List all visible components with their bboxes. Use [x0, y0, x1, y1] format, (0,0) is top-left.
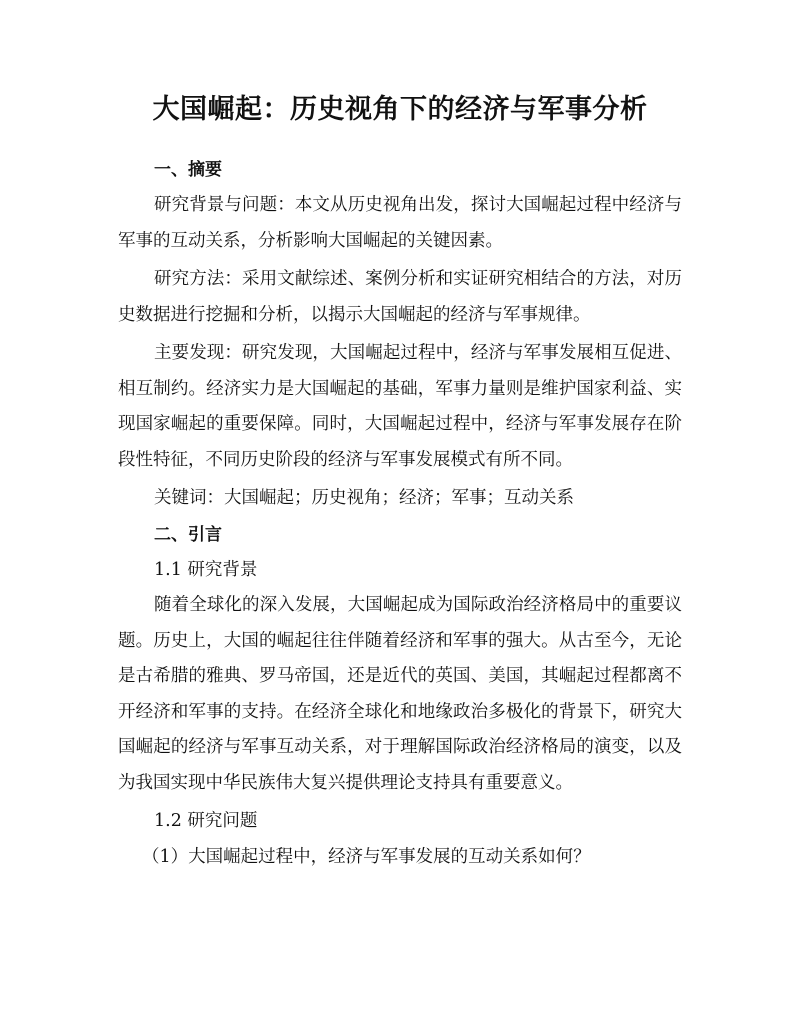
abstract-method-paragraph: 研究方法：采用文献综述、案例分析和实证研究相结合的方法，对历史数据进行挖掘和分析，以揭示大国崛起的经济与军事规律。 [118, 269, 682, 325]
section-1-1-heading: 1.1 研究背景 [154, 559, 258, 580]
abstract-heading: 一、摘要 [154, 160, 222, 180]
abstract-findings-paragraph: 主要发现：研究发现，大国崛起过程中，经济与军事发展相互促进、相互制约。经济实力是大国崛起的基础，军事力量则是维护国家利益、实现国家崛起的重要保障。同时，大国崛起过程中，经济与军事发展存在阶段性特征，不同历史阶段的经济与军事发展模式有所不同。 [118, 343, 682, 470]
research-question-1: （1）大国崛起过程中，经济与军事发展的互动关系如何？ [142, 846, 591, 867]
section-1-2-heading: 1.2 研究问题 [154, 811, 258, 831]
document-title: 大国崛起：历史视角下的经济与军事分析 [152, 94, 648, 125]
abstract-background-paragraph: 研究背景与问题：本文从历史视角出发，探讨大国崛起过程中经济与军事的互动关系，分析影响大国崛起的关键因素。 [118, 195, 682, 251]
keywords-line: 关键词：大国崛起；历史视角；经济；军事；互动关系 [154, 488, 574, 508]
introduction-heading: 二、引言 [154, 524, 222, 545]
background-paragraph: 随着全球化的深入发展，大国崛起成为国际政治经济格局中的重要议题。历史上，大国的崛起往往伴随着经济和军事的强大。从古至今，无论是古希腊的雅典、罗马帝国，还是近代的英国、美国，其崛起过程都离不开经济和军事的支持。在经济全球化和地缘政治多极化的背景下，研究大国崛起的经济与军事互动关系，对于理解国际政治经济格局的演变，以及为我国实现中华民族伟大复兴提供理论支持具有重要意义。 [118, 595, 682, 793]
